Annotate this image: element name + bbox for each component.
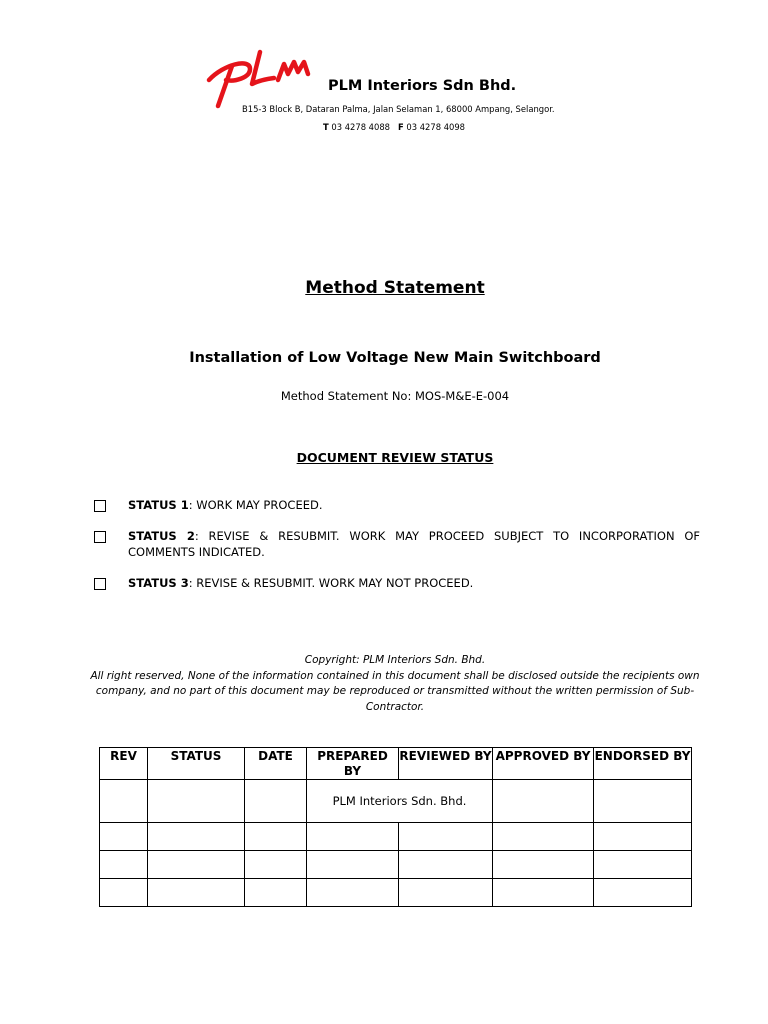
status-1-checkbox[interactable] <box>94 500 106 512</box>
status-1-text <box>128 497 700 513</box>
table-row <box>100 879 692 907</box>
review-status-heading: DOCUMENT REVIEW STATUS <box>296 450 494 465</box>
company-address: B15-3 Block B, Dataran Palma, Jalan Selaman 1, 68000 Ampang, Selangor. <box>242 104 555 114</box>
table-cell[interactable] <box>493 780 594 823</box>
copyright-line: Copyright: PLM Interiors Sdn. Bhd. <box>304 654 486 666</box>
table-cell[interactable] <box>493 879 594 907</box>
table-cell[interactable] <box>100 823 148 851</box>
status-1-label: STATUS 1 <box>128 498 189 512</box>
table-cell[interactable] <box>493 851 594 879</box>
phone-label: T <box>323 122 329 132</box>
copyright-notice <box>90 653 700 715</box>
document-title: Method Statement <box>305 278 485 298</box>
table-cell[interactable] <box>594 823 692 851</box>
table-header-row <box>100 748 692 780</box>
phone-number: 03 4278 4088 <box>331 122 390 132</box>
table-cell[interactable] <box>307 851 399 879</box>
status-2-checkbox[interactable] <box>94 531 106 543</box>
table-cell[interactable] <box>245 780 307 823</box>
table-cell[interactable] <box>594 851 692 879</box>
status-1-description: : WORK MAY PROCEED. <box>188 498 323 512</box>
status-2-text <box>128 528 700 560</box>
header-date: DATE <box>245 748 307 780</box>
table-cell[interactable] <box>594 780 692 823</box>
table-cell[interactable] <box>100 879 148 907</box>
header-endorsed-by: ENDORSED BY <box>594 748 692 780</box>
table-cell[interactable] <box>245 851 307 879</box>
copyright-disclaimer: All right reserved, None of the information contained in this document shall be disclosed outside the recipients own company, and no part of this document may be reproduced or transmitted without the written permission of Sub-Contractor. <box>90 669 700 713</box>
table-cell[interactable] <box>148 780 245 823</box>
table-cell[interactable] <box>245 823 307 851</box>
status-3-text <box>128 575 700 591</box>
table-cell[interactable] <box>399 851 493 879</box>
fax-number: 03 4278 4098 <box>406 122 466 132</box>
header-rev: REV <box>100 748 148 780</box>
status-3-label: STATUS 3 <box>128 576 189 590</box>
header-reviewed-by: REVIEWED BY <box>399 748 493 780</box>
table-cell[interactable] <box>245 879 307 907</box>
header-status: STATUS <box>148 748 245 780</box>
table-cell[interactable] <box>307 879 399 907</box>
table-cell[interactable] <box>307 823 399 851</box>
table-cell[interactable] <box>100 851 148 879</box>
table-row <box>100 823 692 851</box>
table-cell[interactable] <box>399 879 493 907</box>
status-3-checkbox[interactable] <box>94 578 106 590</box>
header-approved-by: APPROVED BY <box>493 748 594 780</box>
header-prepared-by: PREPARED BY <box>307 748 399 780</box>
revision-table <box>99 747 692 907</box>
status-2-label: STATUS 2 <box>128 529 195 543</box>
table-cell[interactable] <box>594 879 692 907</box>
table-row <box>100 851 692 879</box>
fax-label: F <box>398 122 404 132</box>
status-3-description: : REVISE & RESUBMIT. WORK MAY NOT PROCEED. <box>188 576 474 590</box>
table-cell[interactable] <box>148 879 245 907</box>
document-subtitle: Installation of Low Voltage New Main Switchboard <box>189 350 601 366</box>
table-cell[interactable] <box>493 823 594 851</box>
table-cell[interactable] <box>148 823 245 851</box>
company-contact <box>323 122 465 132</box>
table-cell[interactable] <box>399 823 493 851</box>
table-row <box>100 780 692 823</box>
method-statement-number: Method Statement No: MOS-M&E-E-004 <box>280 389 510 403</box>
company-name: PLM Interiors Sdn Bhd. <box>328 78 517 94</box>
table-cell[interactable] <box>100 780 148 823</box>
status-2-description: : REVISE & RESUBMIT. WORK MAY PROCEED SUBJECT TO INCORPORATION OF COMMENTS INDICATED. <box>128 529 700 559</box>
prepared-reviewed-cell: PLM Interiors Sdn. Bhd. <box>307 780 493 823</box>
table-cell[interactable] <box>148 851 245 879</box>
